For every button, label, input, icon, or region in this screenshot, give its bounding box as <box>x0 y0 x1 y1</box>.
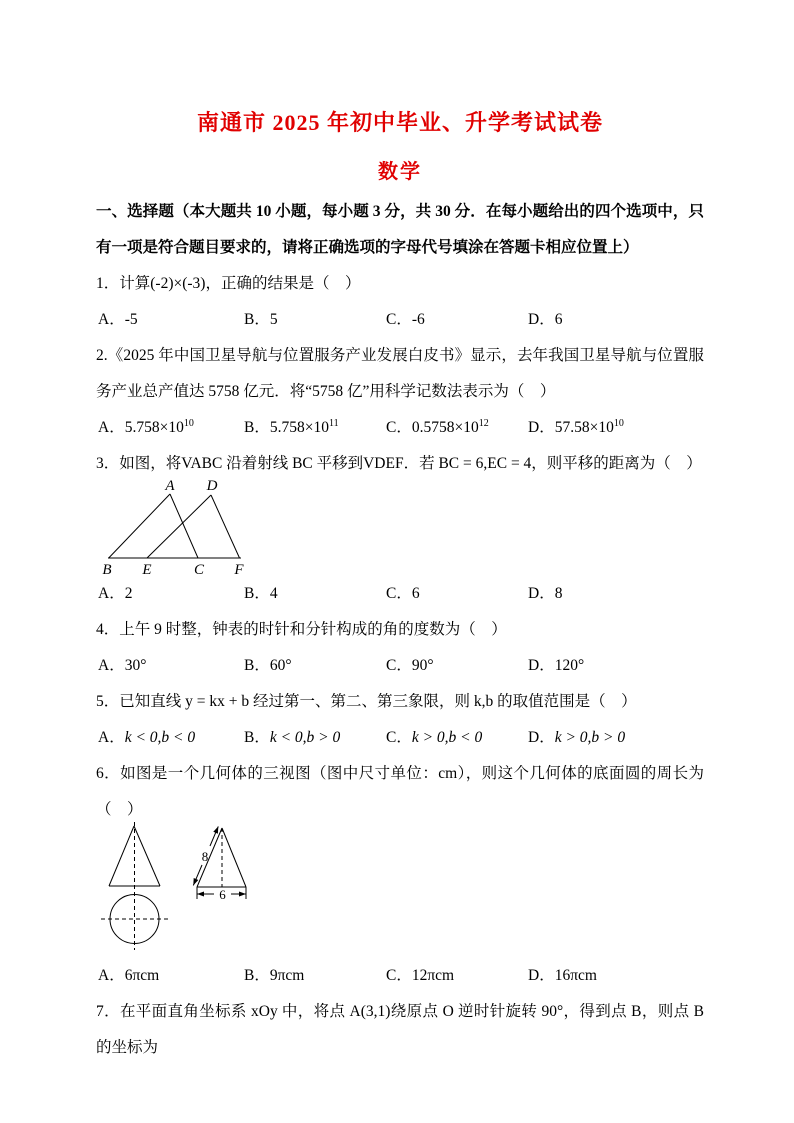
option-b: B．5 <box>244 311 278 328</box>
option-a: A．30° <box>98 657 147 674</box>
question-6-stem: 6．如图是一个几何体的三视图（图中尺寸单位：cm），则这个几何体的底面圆的周长为（ ） <box>96 765 704 818</box>
option-c: C．k > 0,b < 0 <box>386 729 483 746</box>
option-d: D．$57.58\times 10^{10}$ <box>528 417 624 436</box>
option-d: D．16πcm <box>528 967 597 984</box>
option-d: D．k > 0,b > 0 <box>528 729 626 746</box>
section-heading: 一、选择题（本大题共 10 小题，每小题 3 分，共 30 分．在每小题给出的四个选项中，只有一项是符合题目要求的，请将正确选项的字母代号填涂在答题卡相应位置上） <box>96 203 704 256</box>
question-2-stem: 2.《2025 年中国卫星导航与位置服务产业发展白皮书》显示，去年我国卫星导航与位置服务产业总产值达 5758 亿元．将“5758 亿”用科学记数法表示为（ ） <box>96 347 704 400</box>
option-a: A．6πcm <box>98 967 160 984</box>
option-b: B．$5.758\times 10^{11}$ <box>244 417 339 436</box>
option-d: D．120° <box>528 657 585 674</box>
option-b: B．60° <box>244 657 292 674</box>
question-6-options <box>96 958 704 994</box>
three-views-figure <box>100 822 270 960</box>
slant-dimension-label: 8 <box>201 849 209 864</box>
question-4-options <box>96 648 704 684</box>
edge-DE <box>147 495 211 558</box>
option-c: C．90° <box>386 657 434 674</box>
option-a: A．k < 0,b < 0 <box>98 729 196 746</box>
slant-arrow-up <box>213 826 218 833</box>
question-1-stem: 1．计算(-2)×(-3)，正确的结果是（ ） <box>96 275 361 292</box>
question-3-options <box>96 576 704 612</box>
page-title: 南通市 2025 年初中毕业、升学考试试卷 <box>196 110 603 135</box>
option-a: A．$5.758\times 10^{10}$ <box>98 417 194 436</box>
vertex-label-A: A <box>165 478 175 494</box>
question-1-options <box>96 302 704 338</box>
exam-subject: 数学 <box>378 161 422 183</box>
front-view-right-edge <box>134 826 160 886</box>
option-d: D．6 <box>528 311 563 328</box>
edge-AB <box>109 494 170 558</box>
translation-figure <box>100 478 260 578</box>
question-5-stem: 5．已知直线 y = kx + b 经过第一、第二、第三象限，则 k,b 的取值范围是（ ） <box>96 693 637 710</box>
option-c: C．6 <box>386 585 420 602</box>
question-4-stem: 4．上午 9 时整，钟表的时针和分针构成的角的度数为（ ） <box>96 621 507 638</box>
question-5-options <box>96 720 704 756</box>
option-a: A．-5 <box>98 311 138 328</box>
option-b: B．4 <box>244 585 278 602</box>
vertex-label-E: E <box>142 562 152 578</box>
front-view-left-edge <box>109 826 134 886</box>
vertex-label-D: D <box>206 478 218 494</box>
vertex-label-F: F <box>234 562 244 578</box>
side-view-left-edge <box>197 828 222 887</box>
question-3-stem: 3．如图，将VABC 沿着射线 BC 平移到VDEF．若 BC = 6,EC = 4，则平移的距离为（ ） <box>96 455 702 472</box>
base-dimension-label: 6 <box>219 887 226 902</box>
question-7-stem: 7．在平面直角坐标系 xOy 中，将点 A(3,1)绕原点 O 逆时针旋转 90°，得到点 B，则点 B 的坐标为 <box>96 1003 704 1056</box>
edge-DF <box>211 495 240 558</box>
slant-arrow-down <box>193 878 198 885</box>
vertex-label-B: B <box>102 562 112 578</box>
vertex-label-C: C <box>193 562 205 578</box>
option-c: C．12πcm <box>386 967 455 984</box>
base-arrow-right <box>239 892 246 897</box>
option-c: C．-6 <box>386 311 425 328</box>
option-b: B．9πcm <box>244 967 305 984</box>
side-view-right-edge <box>222 828 246 887</box>
edge-AC <box>170 494 198 558</box>
option-c: C．$0.5758\times 10^{12}$ <box>386 417 489 436</box>
base-arrow-left <box>197 892 204 897</box>
option-b: B．k < 0,b > 0 <box>244 729 341 746</box>
option-a: A．2 <box>98 585 133 602</box>
option-d: D．8 <box>528 585 563 602</box>
question-2-options <box>96 410 704 446</box>
